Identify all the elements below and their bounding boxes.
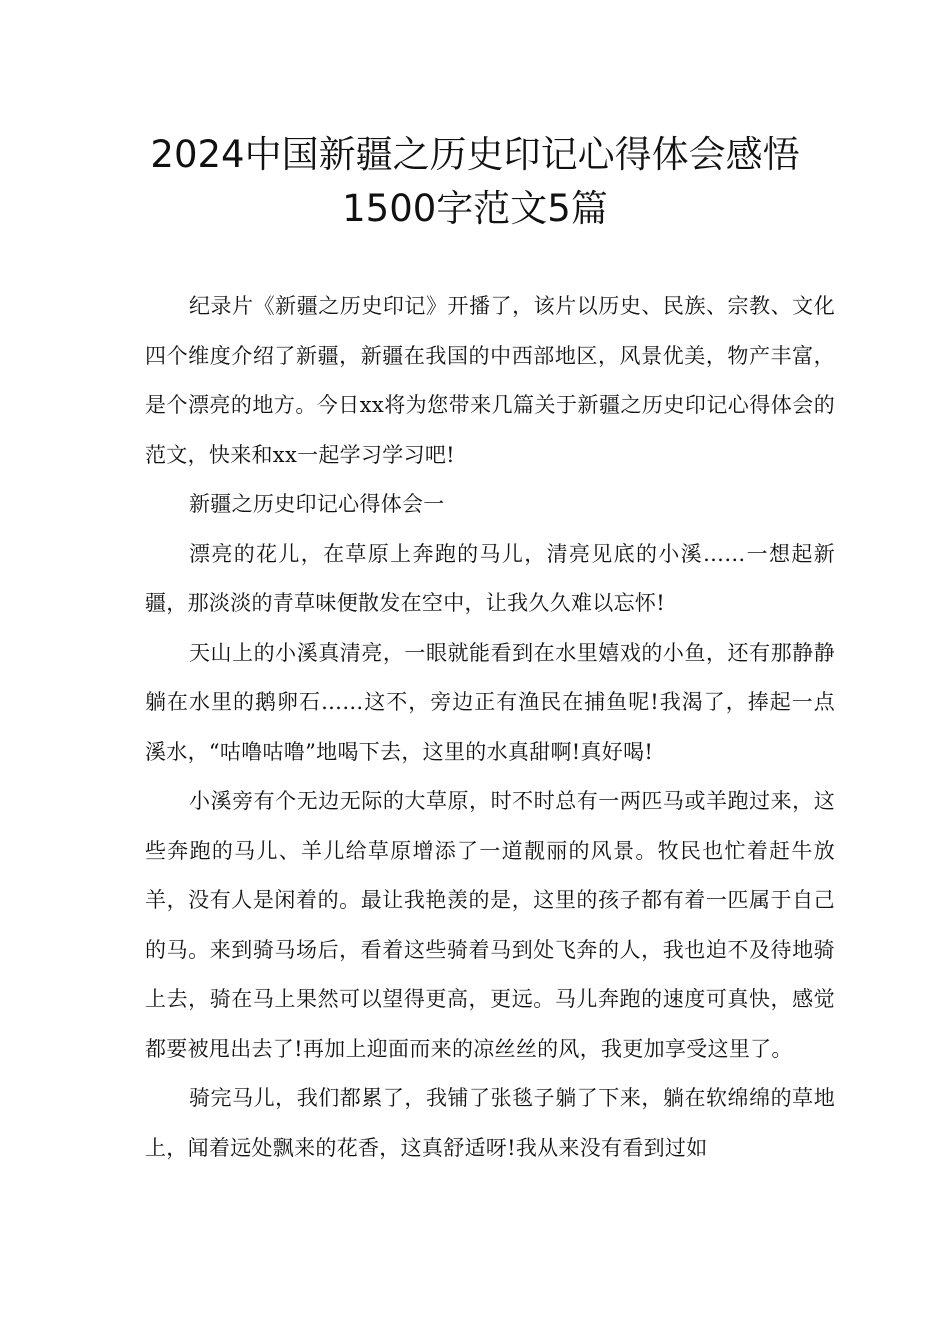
section-heading: 新疆之历史印记心得体会一 bbox=[189, 492, 445, 516]
title-line-1: 2024中国新疆之历史印记心得体会感悟 bbox=[150, 133, 800, 176]
paragraph: 骑完马儿，我们都累了，我铺了张毯子躺了下来，躺在软绵绵的草地上，闻着远处飘来的花香，这真舒适呀!我从来没有看到过如 bbox=[145, 1086, 835, 1160]
document-title bbox=[120, 128, 830, 236]
paragraph: 天山上的小溪真清亮，一眼就能看到在水里嬉戏的小鱼，还有那静静躺在水里的鹅卵石……这不，旁边正有渔民在捕鱼呢!我渴了，捧起一点溪水，“咕噜咕噜”地喝下去，这里的水真甜啊!真好喝! bbox=[145, 640, 835, 764]
paragraph: 漂亮的花儿，在草原上奔跑的马儿，清亮见底的小溪……一想起新疆，那淡淡的青草味便散发在空中，让我久久难以忘怀! bbox=[145, 541, 835, 615]
title-line-2: 1500字范文5篇 bbox=[342, 187, 608, 230]
document-body bbox=[145, 282, 835, 1173]
paragraph-intro: 纪录片《新疆之历史印记》开播了，该片以历史、民族、宗教、文化四个维度介绍了新疆，新疆在我国的中西部地区，风景优美，物产丰富，是个漂亮的地方。今日xx将为您带来几篇关于新疆之历史印记心得体会的范文，快来和xx一起学习学习吧! bbox=[145, 294, 835, 467]
paragraph: 小溪旁有个无边无际的大草原，时不时总有一两匹马或羊跑过来，这些奔跑的马儿、羊儿给草原增添了一道靓丽的风景。牧民也忙着赶牛放羊，没有人是闲着的。最让我艳羡的是，这里的孩子都有着一匹属于自己的马。来到骑马场后，看着这些骑着马到处飞奔的人，我也迫不及待地骑上去，骑在马上果然可以望得更高，更远。马儿奔跑的速度可真快，感觉都要被甩出去了!再加上迎面而来的凉丝丝的风，我更加享受这里了。 bbox=[145, 789, 835, 1061]
